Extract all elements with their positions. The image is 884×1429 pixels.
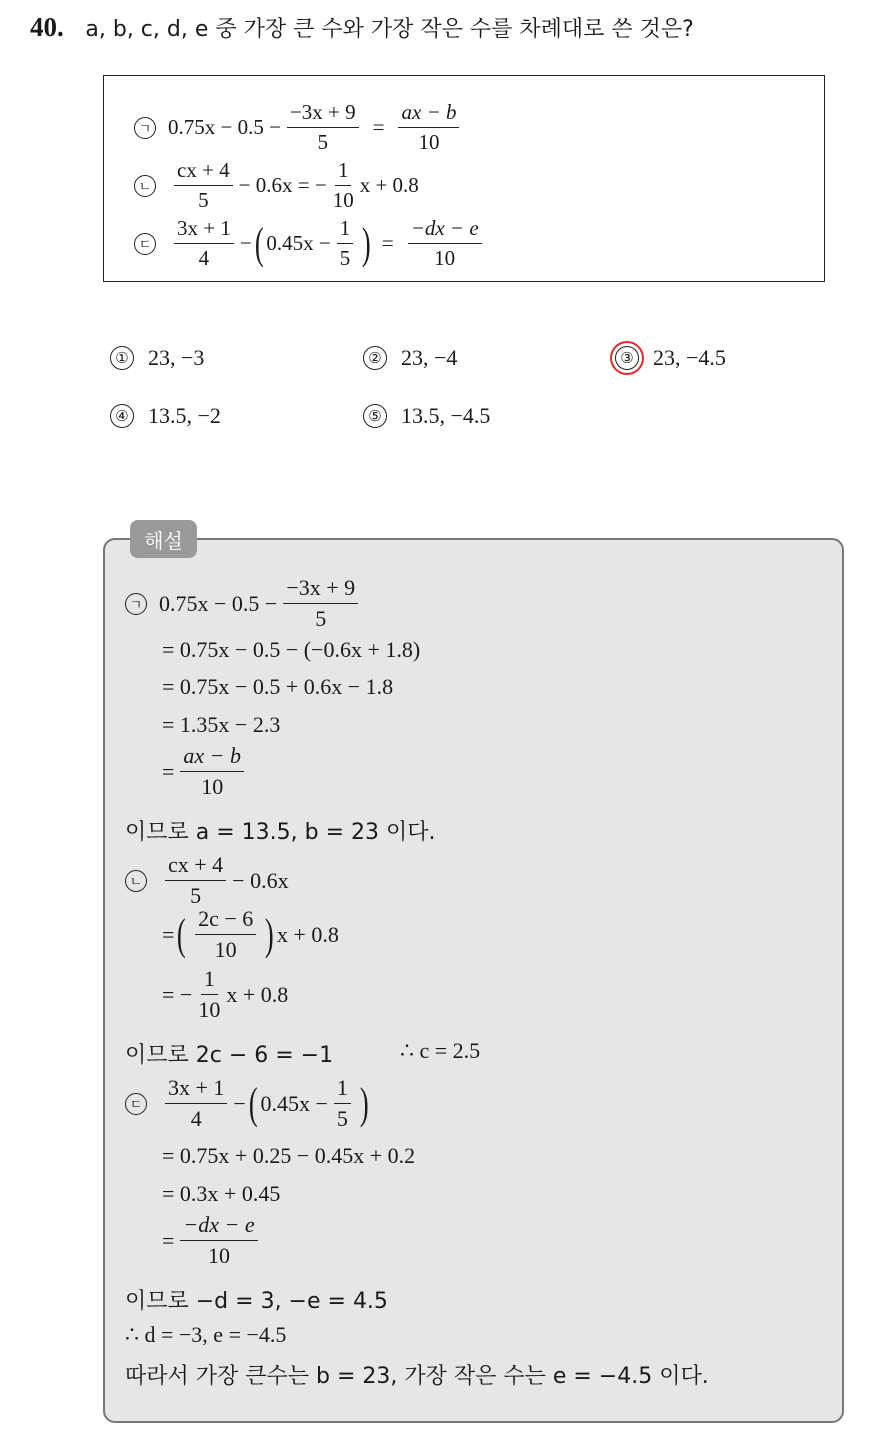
sol1-fraction <box>283 575 358 632</box>
left-paren: ( <box>177 909 187 959</box>
sol2-line1 <box>125 852 289 909</box>
sol3-line1 <box>125 1075 372 1132</box>
sol3-frac-numerator: 3x + 1 <box>165 1075 227 1104</box>
sol1-frac-numerator: −3x + 9 <box>283 575 358 604</box>
eq2-frac-denominator: 5 <box>198 188 209 212</box>
eq3-inner-denominator: 5 <box>339 246 351 270</box>
eq2-middle: − 0.6x = − <box>238 173 327 197</box>
eq3-inner-numerator: 1 <box>337 216 354 244</box>
left-paren: ( <box>254 218 264 268</box>
eq1-fraction <box>287 100 359 155</box>
choice-3[interactable] <box>615 345 726 371</box>
sol3-l4-equals: = <box>162 1227 175 1253</box>
eq2-tail: x + 0.8 <box>359 173 419 197</box>
choice-4[interactable] <box>110 403 221 429</box>
question-number: 40. <box>30 12 64 42</box>
sol3-therefore: ∴ d = −3, e = −4.5 <box>125 1322 287 1347</box>
right-paren: ) <box>265 909 274 959</box>
sol2-l3-numerator: 1 <box>201 966 218 995</box>
sol2-mark: ㄴ <box>125 870 147 892</box>
eq3-rhs-fraction <box>408 216 482 271</box>
sol1-line4: = 1.35x − 2.3 <box>162 712 281 737</box>
solution-final: 따라서 가장 큰수는 b = 23, 가장 작은 수는 e = −4.5 이다. <box>125 1364 709 1389</box>
sol3-line3: = 0.3x + 0.45 <box>162 1181 281 1206</box>
eq2-fraction <box>174 158 233 213</box>
right-paren: ) <box>362 218 371 268</box>
sol2-frac-denominator: 5 <box>190 883 202 908</box>
eq3-inner-fraction <box>337 216 354 271</box>
sol1-l5-denominator: 10 <box>201 774 224 799</box>
sol2-frac-numerator: cx + 4 <box>165 852 226 881</box>
eq2-frac-numerator: cx + 4 <box>174 158 233 186</box>
equation-2 <box>134 158 419 213</box>
eq3-rhs-denominator: 10 <box>434 246 456 270</box>
choice-number: ② <box>363 346 387 370</box>
sol1-mark: ㄱ <box>125 593 147 615</box>
sol3-inner-numerator: 1 <box>334 1075 351 1104</box>
sol3-frac-denominator: 4 <box>190 1106 202 1131</box>
sol1-line3: = 0.75x − 0.5 + 0.6x − 1.8 <box>162 674 394 699</box>
sol2-l3-equals: = − <box>162 981 193 1007</box>
sol2-l3-fraction <box>198 966 220 1023</box>
sol3-l4-denominator: 10 <box>208 1243 231 1268</box>
eq2-frac2-denominator: 10 <box>332 188 354 212</box>
choice-number: ⑤ <box>363 404 387 428</box>
sol3-l4-fraction <box>180 1212 257 1269</box>
choice-5[interactable] <box>363 403 490 429</box>
choice-number: ④ <box>110 404 134 428</box>
sol1-line2: = 0.75x − 0.5 − (−0.6x + 1.8) <box>162 637 421 662</box>
eq1-equals: = <box>372 115 385 139</box>
sol1-l5-equals: = <box>162 758 175 784</box>
choice-text: 13.5, −4.5 <box>401 403 491 428</box>
eq2-second-fraction <box>333 158 354 213</box>
solution-tag: 해설 <box>130 520 197 558</box>
eq3-frac-denominator: 4 <box>198 246 210 270</box>
sol2-fraction <box>165 852 226 909</box>
sol1-lead: 0.75x − 0.5 − <box>159 590 278 616</box>
sol3-mark: ㄷ <box>125 1093 147 1115</box>
sol2-l2-equals: = <box>162 921 175 947</box>
right-paren: ) <box>359 1078 369 1128</box>
sol2-line2 <box>162 906 339 963</box>
sol3-inner-denominator: 5 <box>336 1106 348 1131</box>
sol3-fraction <box>165 1075 227 1132</box>
sol3-inner-fraction <box>334 1075 351 1132</box>
choice-text: 23, −4 <box>401 345 458 370</box>
answer-choices <box>110 345 810 445</box>
sol2-l3-denominator: 10 <box>198 997 221 1022</box>
sol2-tail: − 0.6x <box>232 867 289 893</box>
sol1-frac-denominator: 5 <box>315 606 327 631</box>
question-text: a, b, c, d, e 중 가장 큰 수와 가장 작은 수를 차례대로 쓴 것은? <box>85 17 694 42</box>
sol1-line1 <box>125 575 364 632</box>
sol3-minus: − <box>233 1090 246 1116</box>
eq3-minus: − <box>239 231 252 255</box>
sol3-line2: = 0.75x + 0.25 − 0.45x + 0.2 <box>162 1143 416 1168</box>
eq1-rhs-numerator: ax − b <box>398 100 459 128</box>
eq3-rhs-numerator: −dx − e <box>408 216 482 244</box>
equation-1 <box>134 100 465 155</box>
choice-text: 23, −4.5 <box>653 345 726 370</box>
choice-text: 23, −3 <box>148 345 205 370</box>
eq3-inner: 0.45x − <box>266 231 331 255</box>
left-paren: ( <box>248 1078 258 1128</box>
sol2-l2-denominator: 10 <box>214 937 237 962</box>
eq1-frac-denominator: 5 <box>317 130 329 154</box>
eq3-fraction <box>174 216 234 271</box>
eq1-rhs-denominator: 10 <box>418 130 440 154</box>
sol1-conclusion: 이므로 a = 13.5, b = 23 이다. <box>125 820 436 845</box>
sol3-line4 <box>162 1212 264 1269</box>
eq1-lhs: 0.75x − 0.5 − <box>168 115 281 139</box>
sol2-l2-tail: x + 0.8 <box>276 921 339 947</box>
sol2-conclusion: 이므로 2c − 6 = −1 <box>125 1043 334 1068</box>
sol1-line5 <box>162 743 250 800</box>
sol3-inner: 0.45x − <box>260 1090 328 1116</box>
given-equations-box <box>103 75 825 282</box>
eq1-frac-numerator: −3x + 9 <box>287 100 359 128</box>
sol3-conclusion: 이므로 −d = 3, −e = 4.5 <box>125 1289 388 1314</box>
sol2-therefore: ∴ c = 2.5 <box>400 1038 481 1063</box>
mark-nieun: ㄴ <box>134 175 156 197</box>
choice-text: 13.5, −2 <box>148 403 221 428</box>
choice-2[interactable] <box>363 345 457 371</box>
sol1-l5-fraction <box>180 743 244 800</box>
sol1-l5-numerator: ax − b <box>180 743 244 772</box>
question-header <box>30 12 694 43</box>
answer-mark: ③ <box>615 346 639 370</box>
sol2-l2-fraction <box>195 906 256 963</box>
eq2-frac2-numerator: 1 <box>335 158 352 186</box>
choice-number: ① <box>110 346 134 370</box>
eq3-equals: = <box>381 231 394 255</box>
choice-1[interactable] <box>110 345 204 371</box>
sol3-l4-numerator: −dx − e <box>180 1212 257 1241</box>
equation-3 <box>134 216 488 271</box>
sol2-l3-tail: x + 0.8 <box>226 981 289 1007</box>
mark-digeut: ㄷ <box>134 233 156 255</box>
eq1-rhs-fraction <box>398 100 459 155</box>
sol2-line3 <box>162 966 288 1023</box>
mark-giyeok: ㄱ <box>134 117 156 139</box>
eq3-frac-numerator: 3x + 1 <box>174 216 234 244</box>
sol2-l2-numerator: 2c − 6 <box>195 906 256 935</box>
